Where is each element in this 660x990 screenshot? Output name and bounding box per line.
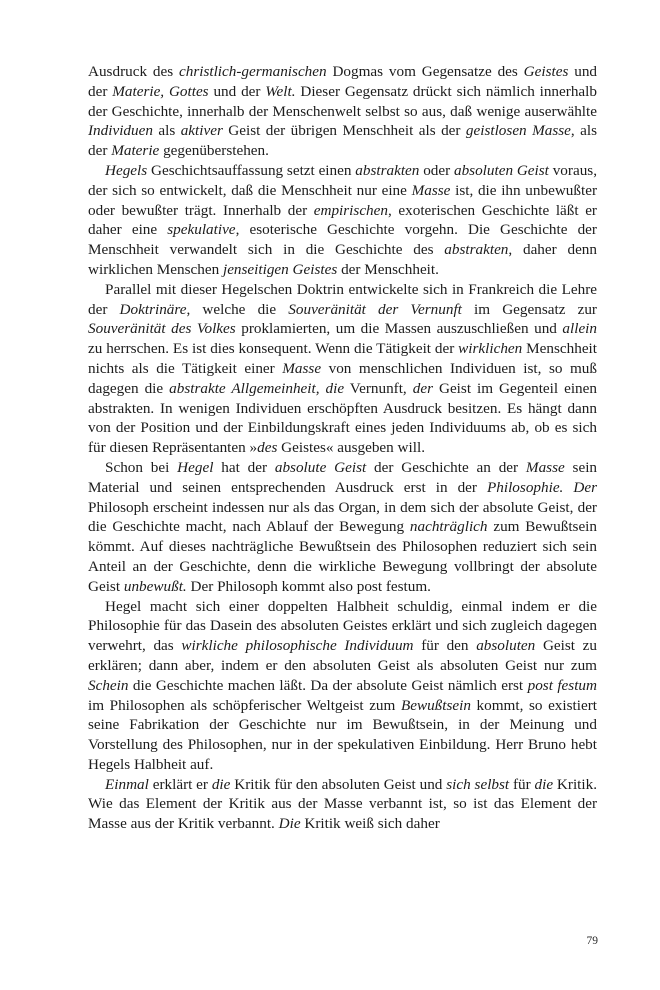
emphasis-text: der bbox=[412, 379, 433, 397]
text-run: oder bbox=[419, 161, 454, 179]
emphasis-text: Schein bbox=[88, 676, 129, 694]
emphasis-text: absoluten bbox=[476, 637, 536, 655]
emphasis-text: des bbox=[257, 439, 278, 457]
text-run: für bbox=[509, 775, 535, 793]
emphasis-text: Einmal bbox=[105, 775, 149, 793]
emphasis-text: Hegels bbox=[105, 161, 148, 179]
page-number: 79 bbox=[586, 935, 598, 947]
emphasis-text: Bewußtsein bbox=[400, 696, 471, 714]
paragraph-4 bbox=[88, 458, 597, 597]
text-run: Der Philosoph kommt also post festum. bbox=[186, 577, 431, 595]
emphasis-text: abstrakten bbox=[444, 241, 509, 259]
emphasis-text: abstrakten bbox=[355, 161, 420, 179]
text-run: im Gegensatz zur bbox=[461, 300, 597, 318]
text-run: hat der bbox=[213, 458, 275, 476]
text-run: Geist der übrigen Menschheit als der bbox=[222, 122, 466, 140]
text-run: und der bbox=[208, 82, 266, 100]
paragraph-1 bbox=[88, 62, 597, 161]
text-run: voraus, der sich so entwickelt, daß die Menschheit nur eine bbox=[88, 161, 597, 199]
text-run: proklamierten, um die Massen auszuschließen und bbox=[235, 320, 563, 338]
text-run: , welche die bbox=[186, 300, 289, 318]
text-run: Dogmas vom Gegensatze des bbox=[326, 63, 524, 80]
emphasis-text: unbewußt. bbox=[123, 577, 187, 595]
text-run: , esoterische Geschichte vorgehn. Die Geschichte der Menschheit verwandelt sich in die Geschichte des bbox=[88, 221, 597, 259]
text-run: Geist zu erklären; dann aber, indem er den absoluten Geist als absoluten Geist nur zum bbox=[88, 637, 598, 674]
text-run: der Menschheit. bbox=[337, 260, 439, 278]
emphasis-text: die bbox=[211, 775, 231, 793]
text-run: Geschichtsauffassung setzt einen bbox=[147, 161, 356, 179]
emphasis-text: empirischen bbox=[313, 201, 388, 219]
text-run: Dieser Gegensatz drückt sich nämlich innerhalb der Geschichte, innerhalb der Menschenwelt selbst so aus, daß wenige auserwählte bbox=[88, 82, 597, 120]
text-run: Geist im Gegenteil einen abstrakten. In wenigen Individuen erschöpften Ausdruck besitzen. Es hängt dann von der Position und der Einbildungskraft eines jeden Individuums ab, ob es sich für diesen Repräsentanten » bbox=[88, 379, 597, 457]
emphasis-text: Die bbox=[278, 815, 301, 833]
paragraph-2 bbox=[88, 161, 597, 280]
text-run: Ausdruck des bbox=[88, 63, 179, 80]
emphasis-text: Souveränität der Vernunft bbox=[288, 300, 462, 318]
body-text bbox=[88, 62, 597, 834]
text-run: Kritik weiß sich daher bbox=[300, 815, 440, 833]
emphasis-text: Masse bbox=[525, 458, 565, 476]
text-run: Vernunft, bbox=[344, 379, 413, 397]
text-run: Geistes« ausgeben will. bbox=[277, 439, 425, 457]
text-run: als bbox=[152, 122, 181, 140]
text-run: von menschlichen Individuen ist, so muß dagegen die bbox=[88, 359, 597, 397]
emphasis-text: absolute Geist bbox=[274, 458, 367, 476]
emphasis-text: Individuen bbox=[88, 122, 153, 140]
emphasis-text: abstrakte Allgemeinheit, die bbox=[169, 379, 345, 397]
emphasis-text: die bbox=[534, 775, 554, 793]
text-run: ist, die ihn unbewußter oder bewußter trägt. Innerhalb der bbox=[88, 181, 598, 219]
emphasis-text: wirklichen bbox=[458, 340, 523, 358]
text-run: Kritik für den absoluten Geist und bbox=[230, 775, 447, 793]
emphasis-text: Geistes bbox=[523, 63, 569, 80]
emphasis-text: christlich-germanischen bbox=[178, 63, 327, 80]
text-run: im Philosophen als schöpferischer Weltgeist zum bbox=[88, 696, 401, 714]
emphasis-text: Philosophie. Der bbox=[487, 478, 597, 496]
text-run: und der bbox=[88, 63, 598, 100]
emphasis-text: post festum bbox=[527, 676, 597, 694]
paragraph-6 bbox=[88, 775, 597, 834]
text-run: Schon bei bbox=[105, 458, 178, 476]
emphasis-text: Welt. bbox=[265, 82, 296, 100]
text-run: Menschheit nichts als die Tätigkeit einer bbox=[88, 340, 597, 377]
emphasis-text: nachträglich bbox=[409, 518, 488, 536]
emphasis-text: allein bbox=[562, 320, 597, 338]
text-run: die Geschichte machen läßt. Da der absolute Geist nämlich erst bbox=[128, 676, 528, 694]
text-run: Hegel macht sich einer doppelten Halbheit schuldig, einmal indem er die Philosophie für das Dasein des absoluten Geistes erklärt und sich zugleich dagegen verwehrt, das bbox=[88, 597, 597, 655]
text-run: Parallel mit dieser Hegelschen Doktrin entwickelte sich in Frankreich die Lehre der bbox=[88, 280, 597, 318]
text-run: sein Material und seinen entsprechenden Ausdruck erst in der bbox=[88, 458, 598, 496]
text-run: der Geschichte an der bbox=[366, 458, 526, 476]
text-run: , exoterischen Geschichte läßt er daher eine bbox=[88, 201, 597, 239]
emphasis-text: jenseitigen Geistes bbox=[222, 260, 338, 278]
emphasis-text: Souveränität des Volkes bbox=[88, 320, 236, 338]
text-run: für den bbox=[413, 637, 477, 655]
emphasis-text: Doktrinäre bbox=[119, 300, 187, 318]
emphasis-text: Masse bbox=[411, 181, 451, 199]
emphasis-text: aktiver bbox=[180, 122, 223, 140]
paragraph-5 bbox=[88, 597, 597, 775]
text-run: , daher denn wirklichen Menschen bbox=[88, 241, 597, 278]
text-run: zum Bewußtsein kömmt. Auf dieses nachträgliche Bewußtsein des Philosophen reduziert sich sein Anteil an der Geschichte, denn die wirkliche Bewegung vollbringt der absolute Geist bbox=[88, 518, 597, 595]
text-run: Philosoph erscheint indessen nur als das Organ, in dem sich der absolute Geist, der die Geschichte macht, nach Ablauf der Bewegung bbox=[88, 498, 597, 536]
text-run: Kritik. Wie das Element der Kritik aus der Masse verbannt ist, so ist das Element der Masse aus der Kritik verbannt. bbox=[88, 775, 598, 833]
text-run: gegenüberstehen. bbox=[159, 142, 269, 160]
emphasis-text: Masse bbox=[282, 359, 322, 377]
emphasis-text: geistlosen Masse bbox=[465, 122, 571, 140]
text-run: erklärt er bbox=[148, 775, 212, 793]
emphasis-text: sich selbst bbox=[446, 775, 510, 793]
text-run: zu herrschen. Es ist dies konsequent. Wenn die Tätigkeit der bbox=[88, 340, 459, 358]
emphasis-text: Hegel bbox=[177, 458, 214, 476]
text-run: kommt, so existiert seine Fabrikation der Geschichte nur im Bewußtsein, in der Meinung und Vorstellung des Philosophen, nur in der spekulativen Einbildung. Herr Bruno hebt Hegels Halbheit auf. bbox=[88, 696, 597, 773]
paragraph-3 bbox=[88, 280, 597, 458]
emphasis-text: spekulative bbox=[167, 221, 236, 239]
emphasis-text: absoluten Geist bbox=[453, 161, 549, 179]
emphasis-text: Materie bbox=[111, 142, 160, 160]
emphasis-text: Materie, Gottes bbox=[112, 82, 209, 100]
emphasis-text: wirkliche philosophische Individuum bbox=[181, 637, 414, 655]
text-run: , als der bbox=[88, 122, 598, 160]
